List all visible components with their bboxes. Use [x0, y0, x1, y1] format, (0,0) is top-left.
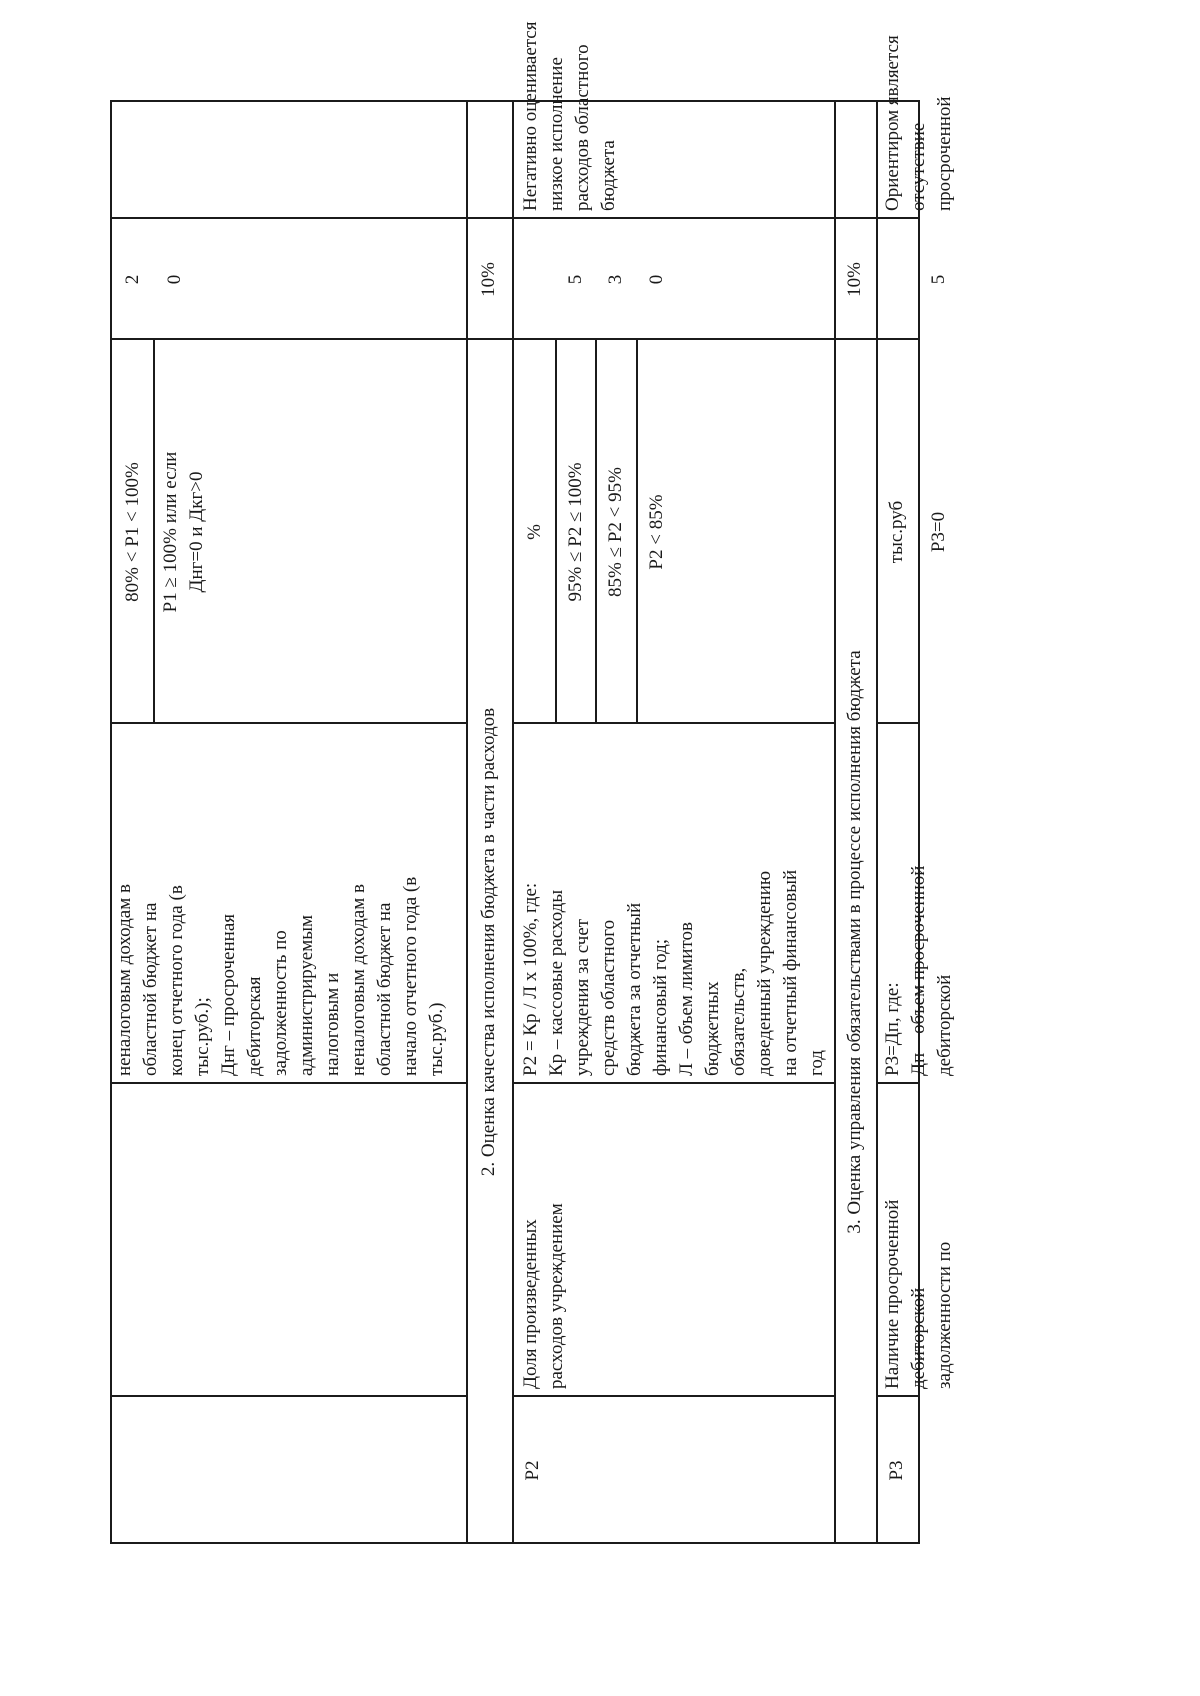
col-code-rule	[110, 1395, 466, 1397]
section3-title-bottom-border	[876, 100, 878, 1544]
row3-formula: P3=Дп, где: Дп – объем просроченной дебиторской	[882, 865, 955, 1076]
row2-unit-rule	[555, 340, 557, 724]
section2-title-bottom-border	[512, 100, 514, 1544]
row3-note: Ориентиром является отсутствие просроченной	[882, 35, 955, 211]
col-name-rule	[512, 1082, 834, 1084]
row2-bottom-border	[834, 100, 836, 1544]
row2-condition-3: P2 < 85%	[646, 494, 667, 570]
row2-cond1-rule	[595, 340, 597, 724]
row2-condition-2: 85% ≤ P2 < 95%	[605, 467, 626, 597]
table-right-border	[110, 100, 920, 102]
row3-name: Наличие просроченной дебиторской задолженности по	[882, 1199, 955, 1389]
row2-score-1: 5	[565, 274, 586, 285]
col-score-rule	[876, 217, 920, 219]
row3-code: P3	[886, 1460, 907, 1481]
row3-score: 5	[928, 274, 949, 285]
section2-title: 2. Оценка качества исполнения бюджета в части расходов	[478, 707, 499, 1177]
row2-name: Доля произведенных расходов учреждением	[520, 1203, 567, 1389]
row3-unit-rule	[918, 340, 920, 724]
row1-split-rule	[153, 340, 155, 724]
row2-code: P2	[522, 1460, 543, 1481]
row1-bottom-border	[466, 100, 468, 1544]
row2-cond2-rule	[636, 340, 638, 724]
row2-formula: P2 = Кр / Л х 100%, где: Кр – кассовые расходы учреждения за счет средств областного бюджета за отчетный финансовый год; Л – объем лимитов бюджетных обязательств, доведенный учреждению на отчетный финансовый год	[520, 869, 827, 1076]
row2-condition-1: 95% ≤ P2 ≤ 100%	[565, 462, 586, 602]
row1-score-1: 2	[122, 274, 143, 285]
row2-score-3: 0	[646, 274, 667, 285]
col-name-rule	[876, 1082, 920, 1084]
row2-note: Негативно оценивается низкое исполнение расходов областного бюджета	[520, 21, 619, 211]
col-condition-rule	[512, 338, 834, 340]
col-score-rule	[512, 217, 834, 219]
row1-score-2: 0	[164, 274, 185, 285]
table-left-border	[110, 1542, 920, 1544]
col-formula-rule	[512, 722, 834, 724]
row1-description: неналоговым доходам в областной бюджет на конец отчетного года (в тыс.руб.); Днг – просроченная дебиторская задолженность по администрируемым налоговым и неналоговым доходам в областной бюджет на начало отчетного года (в тыс.руб.)	[114, 876, 447, 1076]
section3-title: 3. Оценка управления обязательствами в процессе исполнения бюджета	[844, 650, 865, 1234]
section2-weight: 10%	[478, 262, 499, 297]
row3-condition: P3=0	[928, 511, 949, 553]
row1-condition-1: 80% < P1 < 100%	[122, 462, 143, 602]
rotated-table	[110, 21, 955, 1544]
row2-unit: %	[524, 524, 545, 540]
section3-weight: 10%	[844, 262, 865, 297]
col-name-rule	[110, 1082, 466, 1084]
col-code-rule	[512, 1395, 834, 1397]
row1-condition-2: P1 ≥ 100% или если Днг=0 и Дкг>0	[160, 451, 207, 613]
row3-unit: тыс.руб	[886, 500, 907, 564]
row2-score-2: 3	[605, 274, 626, 285]
